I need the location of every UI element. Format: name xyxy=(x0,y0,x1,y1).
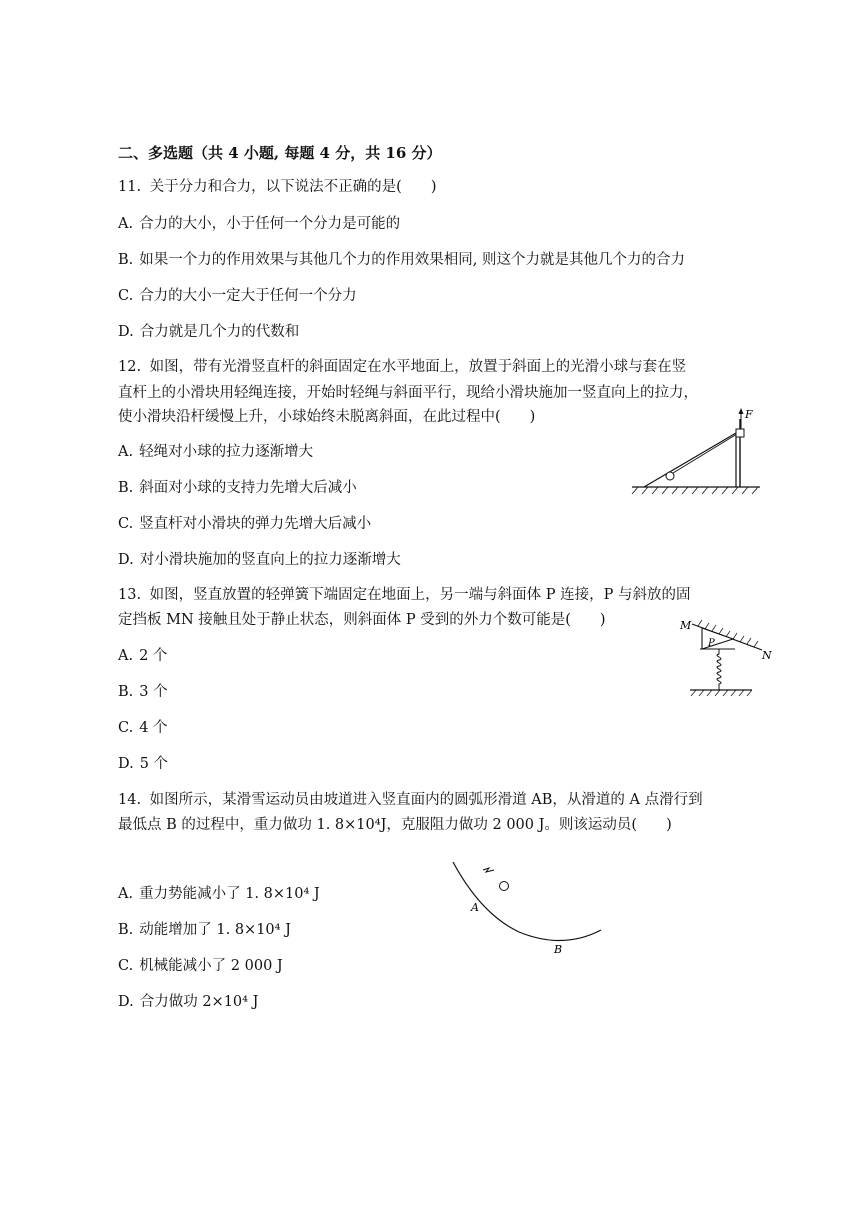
option-text: 2 个 xyxy=(139,648,168,664)
force-label: F xyxy=(745,408,753,421)
question-14-stem xyxy=(118,790,703,810)
incline-rod-figure xyxy=(628,405,768,497)
option-text: 对小滑块施加的竖直向上的拉力逐渐增大 xyxy=(139,552,401,568)
option-text: 动能增加了 1. 8×10⁴ J xyxy=(139,922,291,938)
option-b xyxy=(118,478,357,498)
option-text: 如果一个力的作用效果与其他几个力的作用效果相同, 则这个力就是其他几个力的合力 xyxy=(139,252,685,268)
slider-block xyxy=(736,429,744,437)
option-letter: A. xyxy=(118,216,134,232)
option-d xyxy=(118,992,258,1012)
option-b xyxy=(118,250,685,270)
stem-line: 如图，带有光滑竖直杆的斜面固定在水平地面上，放置于斜面上的光滑小球与套在竖 xyxy=(149,359,687,375)
option-letter: A. xyxy=(118,886,134,902)
label-n: N xyxy=(762,649,772,662)
option-letter: C. xyxy=(118,516,134,532)
option-text: 合力的大小一定大于任何一个分力 xyxy=(139,288,357,304)
option-text: 合力的大小，小于任何一个分力是可能的 xyxy=(139,216,401,232)
option-letter: B. xyxy=(118,684,134,700)
option-letter: A. xyxy=(118,648,134,664)
arc-track-figure xyxy=(445,858,615,963)
skier-head-icon xyxy=(500,882,509,891)
option-letter: C. xyxy=(118,958,134,974)
option-d xyxy=(118,754,168,774)
label-b: B xyxy=(554,943,563,956)
option-c xyxy=(118,514,371,534)
question-number: 14. xyxy=(118,792,142,808)
stem-line: 直杆上的小滑块用轻绳连接，开始时轻绳与斜面平行，现给小滑块施加一竖直向上的拉力， xyxy=(118,385,698,401)
option-c xyxy=(118,718,168,738)
option-text: 5 个 xyxy=(139,756,169,772)
option-text: 机械能减小了 2 000 J xyxy=(139,958,283,974)
incline-surface xyxy=(644,433,736,487)
option-letter: D. xyxy=(118,756,134,772)
stem-line: 使小滑块沿杆缓慢上升，小球始终未脱离斜面，在此过程中( ) xyxy=(118,409,536,425)
stem-line: 关于分力和合力，以下说法不正确的是( ) xyxy=(149,179,437,195)
question-11-stem xyxy=(118,177,436,197)
stem-line: 最低点 B 的过程中，重力做功 1. 8×10⁴J，克服阻力做功 2 000 J。则该运动员( ) xyxy=(118,817,672,833)
option-c xyxy=(118,286,357,306)
option-text: 合力做功 2×10⁴ J xyxy=(139,994,259,1010)
option-text: 重力势能减小了 1. 8×10⁴ J xyxy=(139,886,320,902)
question-number: 13. xyxy=(118,587,142,603)
spring-wedge-figure xyxy=(676,612,788,704)
option-c xyxy=(118,956,283,976)
option-d xyxy=(118,322,299,342)
option-a xyxy=(118,646,167,666)
small-ball xyxy=(666,472,674,480)
base-hatching xyxy=(691,690,752,696)
option-letter: A. xyxy=(118,444,134,460)
option-letter: B. xyxy=(118,480,134,496)
option-letter: D. xyxy=(118,994,134,1010)
option-b xyxy=(118,920,291,940)
ground-hatching xyxy=(632,487,758,494)
option-letter: B. xyxy=(118,922,134,938)
option-letter: C. xyxy=(118,720,134,736)
question-number: 12. xyxy=(118,359,142,375)
question-12-stem xyxy=(118,357,686,377)
spring xyxy=(717,649,721,690)
label-p: P xyxy=(708,638,715,649)
option-a xyxy=(118,214,400,234)
option-text: 竖直杆对小滑块的弹力先增大后减小 xyxy=(139,516,372,532)
option-text: 4 个 xyxy=(139,720,168,736)
question-13-stem xyxy=(118,585,691,605)
question-number: 11. xyxy=(118,179,142,195)
label-m: M xyxy=(680,619,692,632)
light-rope xyxy=(673,434,737,473)
wedge-p xyxy=(702,628,733,649)
label-a: A xyxy=(471,901,479,914)
force-arrowhead xyxy=(739,408,744,414)
option-b xyxy=(118,682,168,702)
section-heading: 二、多选题（共 4 小题, 每题 4 分，共 16 分） xyxy=(118,144,442,162)
option-text: 合力就是几个力的代数和 xyxy=(139,324,300,340)
option-text: 斜面对小球的支持力先增大后减小 xyxy=(139,480,357,496)
option-letter: B. xyxy=(118,252,134,268)
option-a xyxy=(118,442,313,462)
option-text: 3 个 xyxy=(139,684,168,700)
option-letter: D. xyxy=(118,552,134,568)
stem-line: 如图，竖直放置的轻弹簧下端固定在地面上，另一端与斜面体 P 连接，P 与斜放的固 xyxy=(149,587,691,603)
option-letter: D. xyxy=(118,324,134,340)
option-a xyxy=(118,884,320,904)
stem-line: 定挡板 MN 接触且处于静止状态，则斜面体 P 受到的外力个数可能是( ) xyxy=(118,612,606,628)
option-d xyxy=(118,550,401,570)
option-letter: C. xyxy=(118,288,134,304)
skier-icon xyxy=(483,868,494,872)
stem-line: 如图所示，某滑雪运动员由坡道进入竖直面内的圆弧形滑道 AB，从滑道的 A 点滑行到 xyxy=(149,792,703,808)
option-text: 轻绳对小球的拉力逐渐增大 xyxy=(139,444,314,460)
